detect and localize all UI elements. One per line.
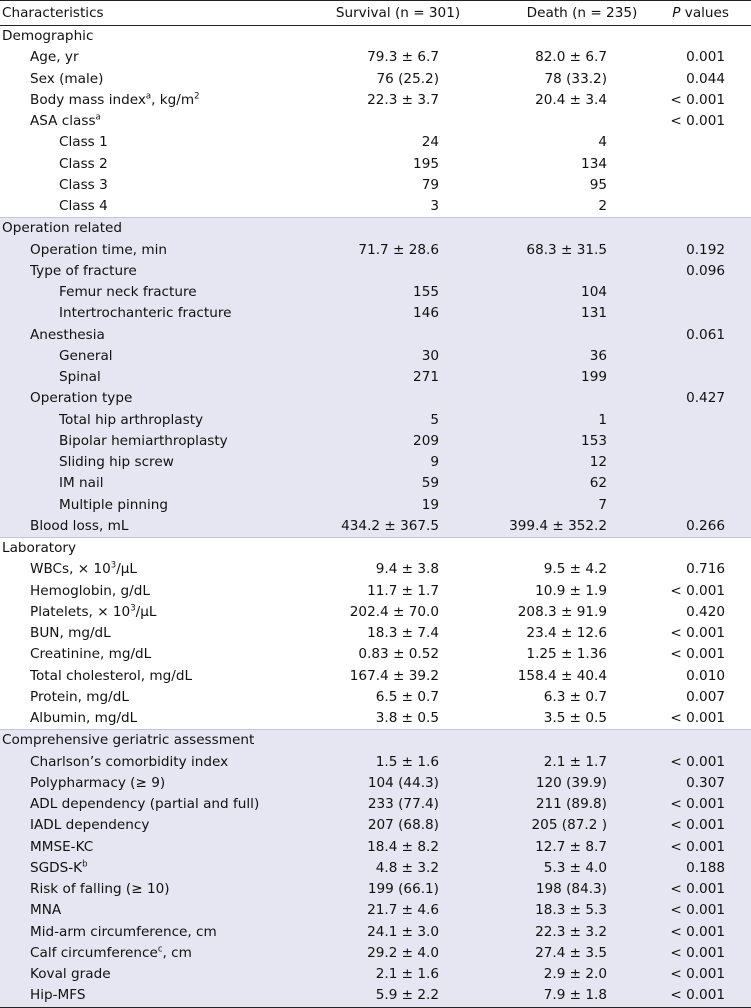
death-value: 9.5 ± 4.2 [543,561,607,578]
table-row [0,111,751,132]
row-label [0,325,300,346]
table-row [0,581,751,602]
footnote-marker: a [145,91,152,102]
death-value: 2 [598,198,607,215]
row-label-text: Mid-arm circumference, cm [30,923,217,940]
death-value: 199 [496,367,668,388]
p-value: < 0.001 [670,582,725,599]
death-value: 23.4 ± 12.6 [526,625,607,642]
row-label-text: Protein, mg/dL [30,688,129,705]
table-row [0,815,751,836]
section-title: Comprehensive geriatric assessment [0,730,751,752]
row-label-unit: /µL [135,603,157,620]
table-row [0,752,751,773]
row-label-unit: /µL [116,561,137,578]
header-survival: Survival (n = 301) [300,1,496,26]
survival-value: 18.4 ± 8.2 [300,837,496,858]
footnote-marker: 3 [130,603,136,614]
survival-value: 3 [430,198,439,215]
row-label-text: ADL dependency (partial and full) [30,796,260,813]
row-label-text: Class 1 [59,134,108,151]
death-value: 7.9 ± 1.8 [496,985,668,1007]
p-value: < 0.001 [668,879,751,900]
survival-value [300,325,496,346]
survival-value: 21.7 ± 4.6 [300,900,496,921]
row-label [0,943,300,964]
table-row [0,452,751,473]
table-row [0,623,751,644]
survival-value: 4.8 ± 3.2 [300,858,496,879]
header-p-rest: values [680,5,729,21]
row-label-text: Bipolar hemiarthroplasty [59,432,228,449]
section-row [0,538,751,560]
death-value: 399.4 ± 352.2 [496,516,668,538]
row-label [0,752,300,773]
survival-value: 5.9 ± 2.2 [300,985,496,1007]
death-value: 1 [496,410,668,431]
row-label-text: MMSE-KC [30,838,94,855]
survival-value: 434.2 ± 367.5 [300,516,496,538]
table-row [0,431,751,452]
row-label-text: IM nail [59,475,104,492]
table-row [0,90,751,111]
table-row [0,473,751,494]
table-row [0,388,751,409]
row-label-text: Class 4 [59,198,108,215]
survival-value: 104 (44.3) [300,773,496,794]
table-row [0,837,751,858]
row-label [0,261,300,282]
p-value: < 0.001 [670,646,725,663]
death-value [496,325,668,346]
p-value [668,303,751,324]
row-label-text: BUN, mg/dL [30,625,111,642]
survival-value: 24 [421,134,439,151]
p-value: 0.061 [668,325,751,346]
p-value: < 0.001 [670,710,725,727]
table-row [0,773,751,794]
death-value: 27.4 ± 3.5 [496,943,668,964]
section-title: Laboratory [0,538,751,560]
row-label-unit: , kg/m [151,91,195,108]
death-value: 12.7 ± 8.7 [496,837,668,858]
death-value: 7 [496,495,668,516]
p-value: 0.266 [668,516,751,538]
p-value: < 0.001 [668,794,751,815]
row-label [0,516,300,538]
row-label [0,431,300,452]
survival-value: 76 (25.2) [376,70,439,87]
p-value [668,367,751,388]
section-row [0,26,751,48]
table-row [0,325,751,346]
survival-value: 9.4 ± 3.8 [375,561,439,578]
p-value: 0.307 [668,773,751,794]
table-row [0,943,751,964]
survival-value: 2.1 ± 1.6 [300,964,496,985]
death-value: 95 [589,176,607,193]
p-value: < 0.001 [668,752,751,773]
death-value: 82.0 ± 6.7 [535,49,607,66]
survival-value: 29.2 ± 4.0 [300,943,496,964]
p-value [668,196,751,218]
row-label [0,879,300,900]
row-label-text: Charlson’s comorbidity index [30,753,229,770]
header-characteristics: Characteristics [0,1,300,26]
death-value: 131 [496,303,668,324]
row-label [0,47,300,68]
section-row [0,730,751,752]
row-label-text: Sex (male) [30,70,104,87]
table-row [0,495,751,516]
p-value [668,431,751,452]
header-p-italic: P [672,5,681,21]
table-row [0,410,751,431]
footnote-marker: b [82,859,88,870]
table-row [0,900,751,921]
survival-value: 79 [421,176,439,193]
row-label [0,773,300,794]
survival-value: 71.7 ± 28.6 [300,240,496,261]
row-label-text: IADL dependency [30,817,150,834]
p-value: < 0.001 [670,625,725,642]
p-value: 0.007 [686,688,725,705]
row-label [0,282,300,303]
row-label-text: Operation type [30,390,133,407]
row-label [0,196,300,218]
survival-value: 9 [300,452,496,473]
row-label [0,303,300,324]
table-body [0,26,751,1008]
row-label [0,90,300,111]
survival-value [300,261,496,282]
death-value [496,111,668,132]
survival-value: 167.4 ± 39.2 [349,667,439,684]
row-label-text: Albumin, mg/dL [30,710,138,727]
survival-value: 59 [300,473,496,494]
p-value: 0.192 [668,240,751,261]
row-label-text: Koval grade [30,966,111,983]
row-label [0,837,300,858]
row-label-text: Hemoglobin, g/dL [30,582,150,599]
row-label [0,964,300,985]
table-row [0,69,751,90]
section-title: Operation related [0,218,751,240]
row-label-text: Hip-MFS [30,987,86,1004]
row-label-text: ASA class [30,113,96,130]
table-row [0,858,751,879]
survival-value: 209 [300,431,496,452]
death-value: 36 [496,346,668,367]
death-value: 198 (84.3) [496,879,668,900]
row-label-text: Age, yr [30,49,79,66]
table-row [0,240,751,261]
p-value: 0.010 [686,667,725,684]
row-label-text: Platelets, × 10 [30,603,131,620]
row-label [0,708,300,730]
survival-value: 3.8 ± 0.5 [375,710,439,727]
survival-value: 6.5 ± 0.7 [375,688,439,705]
p-value [668,175,751,196]
p-value [668,346,751,367]
row-label [0,132,300,153]
survival-value: 24.1 ± 3.0 [300,922,496,943]
table-row [0,282,751,303]
death-value: 205 (87.2 ) [496,815,668,836]
death-value: 158.4 ± 40.4 [517,667,607,684]
row-label [0,794,300,815]
death-value: 4 [598,134,607,151]
row-label [0,922,300,943]
survival-value: 199 (66.1) [300,879,496,900]
row-label [0,644,300,665]
survival-value [300,111,496,132]
row-label [0,900,300,921]
row-label [0,559,300,580]
row-label-text: WBCs, × 10 [30,561,111,578]
p-value [668,473,751,494]
death-value: 2.1 ± 1.7 [496,752,668,773]
death-value: 120 (39.9) [496,773,668,794]
table-row [0,922,751,943]
table-row [0,367,751,388]
survival-value: 79.3 ± 6.7 [367,49,439,66]
table-row [0,196,751,218]
table-row [0,261,751,282]
p-value [668,495,751,516]
death-value: 208.3 ± 91.9 [517,603,607,620]
death-value: 1.25 ± 1.36 [526,646,607,663]
row-label [0,858,300,879]
row-label [0,175,300,196]
p-value [668,410,751,431]
row-label [0,581,300,602]
row-label-text: Class 3 [59,176,108,193]
table-row [0,708,751,730]
death-value: 62 [496,473,668,494]
death-value: 22.3 ± 3.2 [496,922,668,943]
footnote-marker: 3 [110,560,117,571]
p-value: < 0.001 [670,91,725,108]
row-label [0,666,300,687]
table-row [0,47,751,68]
table-row [0,687,751,708]
p-value: < 0.001 [668,985,751,1007]
row-label [0,346,300,367]
table-row [0,879,751,900]
row-label-text: Polypharmacy (≥ 9) [30,774,166,791]
table-row [0,346,751,367]
table-row [0,175,751,196]
survival-value: 233 (77.4) [300,794,496,815]
death-value [496,388,668,409]
row-label [0,687,300,708]
table-row [0,516,751,538]
row-label-text: Blood loss, mL [30,517,129,534]
death-value: 153 [496,431,668,452]
row-label-text: Multiple pinning [59,496,168,513]
row-label [0,240,300,261]
survival-value: 5 [300,410,496,431]
row-label-text: SGDS-K [30,859,83,876]
row-label-text: Intertrochanteric fracture [59,305,232,322]
table-row [0,985,751,1007]
p-value: < 0.001 [670,113,725,130]
death-value: 68.3 ± 31.5 [496,240,668,261]
table-row [0,644,751,665]
row-label [0,452,300,473]
survival-value: 30 [300,346,496,367]
death-value: 104 [496,282,668,303]
death-value: 6.3 ± 0.7 [543,688,607,705]
row-label [0,367,300,388]
survival-value: 18.3 ± 7.4 [367,625,439,642]
row-label [0,815,300,836]
death-value: 134 [581,155,607,172]
row-label [0,602,300,623]
row-label-text: Creatinine, mg/dL [30,646,152,663]
survival-value: 155 [300,282,496,303]
row-label-text: General [59,347,113,364]
row-label [0,985,300,1007]
row-label [0,154,300,175]
p-value: 0.096 [668,261,751,282]
survival-value: 22.3 ± 3.7 [367,91,439,108]
footnote-marker: c [157,944,163,955]
row-label [0,69,300,90]
p-value: < 0.001 [668,943,751,964]
row-label [0,623,300,644]
death-value: 5.3 ± 4.0 [496,858,668,879]
survival-value: 0.83 ± 0.52 [358,646,439,663]
death-value [496,261,668,282]
p-value: < 0.001 [668,815,751,836]
survival-value: 1.5 ± 1.6 [300,752,496,773]
header-death: Death (n = 235) [496,1,668,26]
table-row [0,303,751,324]
survival-value: 146 [300,303,496,324]
p-value: < 0.001 [668,964,751,985]
p-value: 0.420 [686,603,725,620]
table-row [0,154,751,175]
row-label-text: Calf circumference [30,944,158,961]
p-value [668,132,751,153]
death-value: 3.5 ± 0.5 [543,710,607,727]
row-label-text: Total hip arthroplasty [59,411,204,428]
death-value: 2.9 ± 2.0 [496,964,668,985]
p-value [668,154,751,175]
row-label-text: Sliding hip screw [59,454,174,471]
survival-value: 11.7 ± 1.7 [367,582,439,599]
row-label-text: Type of fracture [30,262,137,279]
p-value: < 0.001 [668,900,751,921]
row-label-text: Operation time, min [30,241,167,258]
death-value: 211 (89.8) [496,794,668,815]
death-value: 20.4 ± 3.4 [535,91,607,108]
row-label-text: Total cholesterol, mg/dL [30,667,193,684]
survival-value: 207 (68.8) [300,815,496,836]
row-label [0,473,300,494]
p-value [668,452,751,473]
table-row [0,602,751,623]
row-label-text: Anesthesia [30,326,105,343]
header-p-values [668,1,751,26]
death-value: 18.3 ± 5.3 [496,900,668,921]
table-row [0,132,751,153]
p-value: < 0.001 [668,837,751,858]
row-label [0,495,300,516]
p-value: 0.716 [686,561,725,578]
row-label [0,410,300,431]
survival-value [300,388,496,409]
table-header-row [0,1,751,26]
death-value: 10.9 ± 1.9 [535,582,607,599]
p-value [668,282,751,303]
survival-value: 271 [300,367,496,388]
p-value: 0.044 [686,70,725,87]
survival-value: 195 [413,155,439,172]
row-label-text: Femur neck fracture [59,284,197,301]
row-label-text: MNA [30,902,62,919]
death-value: 78 (33.2) [544,70,607,87]
p-value: 0.427 [668,388,751,409]
row-label [0,111,300,132]
row-label [0,388,300,409]
table-row [0,666,751,687]
p-value: 0.001 [686,49,725,66]
row-label-text: Body mass index [30,91,146,108]
section-title: Demographic [2,28,94,45]
row-label-text: Class 2 [59,155,108,172]
row-label-text: Risk of falling (≥ 10) [30,881,170,898]
table-row [0,964,751,985]
p-value: 0.188 [668,858,751,879]
table-row [0,559,751,580]
row-label-text: Spinal [59,369,101,386]
survival-value: 19 [300,495,496,516]
p-value: < 0.001 [668,922,751,943]
death-value: 12 [496,452,668,473]
unit-exponent: 2 [194,91,200,102]
survival-value: 202.4 ± 70.0 [349,603,439,620]
table-row [0,794,751,815]
row-label-unit: , cm [162,944,192,961]
section-row [0,218,751,240]
footnote-marker: a [95,112,101,123]
